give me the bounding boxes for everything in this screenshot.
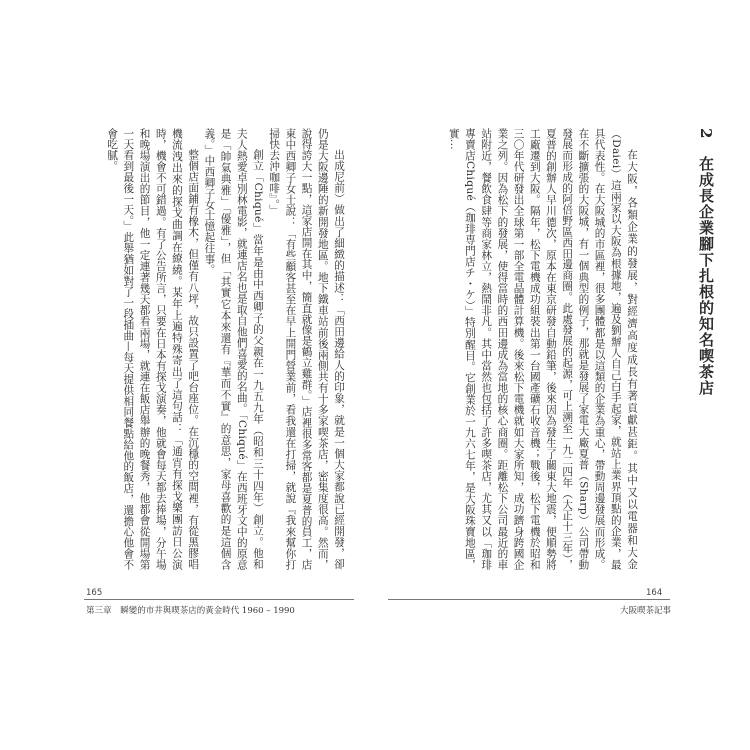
right-page-body [377,128,640,570]
section-number: 2 [697,128,715,140]
paragraph: 出成尼前）做出了細緻的描述：「西田邊給人的印象，就是一個大家都說已經開發，卻仍是大阪邊陲的新開發地區。地下鐵車站前後兩側共有十多家喫茶店，密集度很高。然而，說得誇大一點，這家店開在其中，簡直就像是鶴立雞群。」店裡很多常客都是夏普的員工，店東中西卿子女士說：「有些顧客甚至在早上開門營業前，看我還在打掃，就說『我來幫你打掃快去沖咖啡』。」 [268,128,345,570]
page-number-right: 164 [646,588,663,598]
paragraph: 整個店面鋪有橡木，但僅有八坪，故只設置了吧台座位。在沉穩的空間裡，有從黑膠唱機流洩出來的探戈曲調在繚繞。某年上遍特殊寄出了這句話：「通宵有探戈樂團訪日公演時，機會不可錯過。有了公告所言，只要在日本有探戈演奏，他就會每天都去捧場，分午場和晚場演出的節目，他一定連著幾天都看兩場，就連在飯店舉辦的晚餐秀，他都會從開場第一天看到最後一天。」此舉猶如對了一段插曲—每天提供相同餐點給他的飯店，還擔心他會不會吃膩。 [106,128,200,570]
section-heading [668,128,716,428]
chapter-title: 瞬變的市井與喫茶店的黃金時代 1960 – 1990 [120,606,295,616]
footer-rule-right [388,599,670,600]
running-footer-right: 大阪喫茶記事 [620,606,672,616]
paragraph: 在大阪，各類企業的發展，對經濟高度成長有著貢獻甚鉅。其中又以電器和大金（Daiei）這兩家以大阪為根據地，遍及劉辦人自己白手起家，就站上業界頂點的企業，最具代表性。在大阪城的市區裡，很多團體都是以這類的企業為重心，帶動周邊發展而形成。在不斷擴張的大阪城，有一個典型的例子，那就是發展了家電大廠夏普（Sharp）公司帶動發展而形成的阿倍野區西田邊商圈。此處發展的起源，可上溯至一九二四年（大正十三年），夏普的創辦人早川德次，原本在東京研發自動鉛筆，後來因為發生了關東大地震，便順勢將工廠遷到大阪。隔年，松下電機成功組裝出第一台國產礦石收音機；戰後，松下電機於昭和三〇年代研發出全球第一部全電晶體計算機。後來松下電機就如大家所知，成功躋身跨國企業之列。因為松下的發展，使得當時的西田邊成為當地的核心商圈。距離松下公司最近的車站附近，餐飲食肆等商家林立，熱鬧非凡。其中當然也包括了許多喫茶店，尤其又以「珈琲專賣店Chiqué（珈琲専門店チ・ケ）」特別醒目。它創業於一九六七年，是大阪珠寶地區，實... [447,128,638,570]
footer-rule-left [84,599,354,600]
running-footer-left [86,604,295,616]
left-page-body [84,128,347,570]
section-title: 在成長企業腳下扎根的知名喫茶店 [697,155,715,396]
page-number-left: 165 [86,588,103,598]
paragraph: 創立「Chiqué」當年是由中西卿子的父親在一九五九年（昭和三十四年）創立。他和夫人熱愛卓別林電影，就連店名也是取自他們喜愛的名曲。「Chiqué」在西班牙文中的原意是「帥氣典雅」「優雅」，但「其實它本來還有『華而不實』的意思，家母喜歡的是這個含義。」中西卿子女士憶起往事。 [203,128,264,570]
chapter-label: 第三章 [86,606,112,616]
